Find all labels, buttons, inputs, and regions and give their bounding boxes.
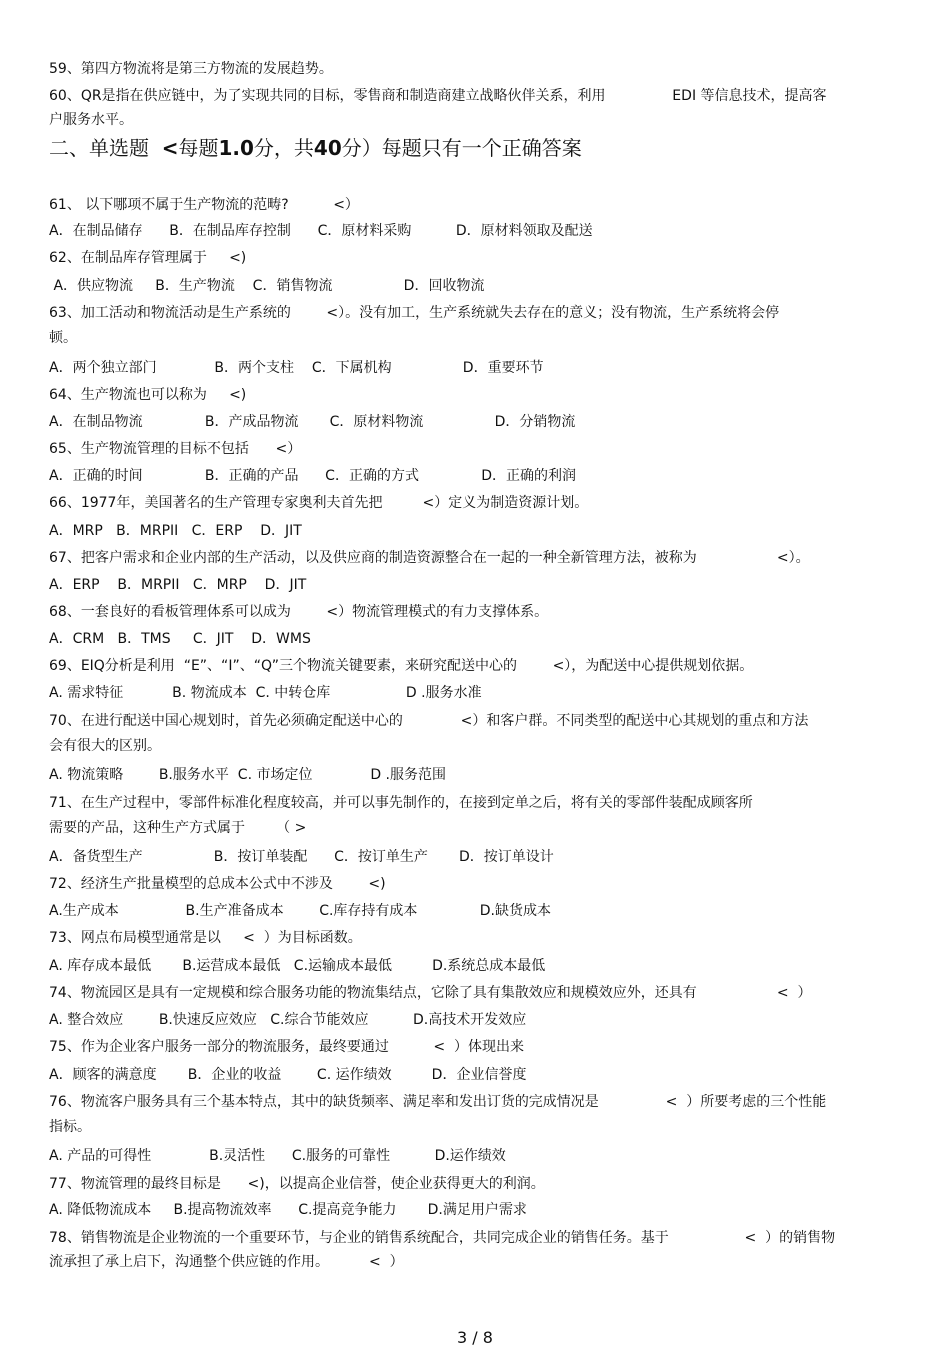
options-line: A．正确的时间 B．正确的产品 C．正确的方式 D．正确的利润	[49, 468, 577, 484]
question-line: 会有很大的区别。	[49, 738, 161, 754]
question-line: 64、生产物流也可以称为 <)	[49, 387, 247, 403]
question-line: 77、物流管理的最终目标是 <)，以提高企业信誉，使企业获得更大的利润。	[49, 1176, 545, 1192]
options-line: A．MRP B．MRPII C．ERP D．JIT	[49, 523, 302, 539]
question-line: 76、物流客户服务具有三个基本特点，其中的缺货频率、满足率和发出订货的完成情况是 < ）所要考虑的三个性能	[49, 1094, 827, 1110]
question-line: 65、生产物流管理的目标不包括 <）	[49, 441, 302, 457]
options-line: A. 降低物流成本 B.提高物流效率 C.提高竞争能力 D.满足用户需求	[49, 1202, 527, 1218]
question-line: 68、一套良好的看板管理体系可以成为 <）物流管理模式的有力支撑体系。	[49, 604, 549, 620]
question-line: 70、在进行配送中国心规划时，首先必须确定配送中心的 <）和客户群。不同类型的配送中心其规划的重点和方法	[49, 713, 809, 729]
question-line: 72、经济生产批量模型的总成本公式中不涉及 <)	[49, 876, 386, 892]
question-line: 71、在生产过程中，零部件标准化程度较高，并可以事先制作的，在接到定单之后，将有关的零部件装配成顾客所	[49, 795, 753, 811]
question-line: 顿。	[49, 330, 77, 346]
text-line: 户服务水平。	[49, 112, 133, 128]
question-line: 69、EIQ分析是利用 “E”、“I”、“Q”三个物流关键要素，来研究配送中心的 <），为配送中心提供规划依据。	[49, 658, 754, 674]
options-line: A．ERP B．MRPII C．MRP D．JIT	[49, 577, 307, 593]
question-line: 74、物流园区是具有一定规模和综合服务功能的物流集结点，它除了具有集散效应和规模效应外，还具有 < ）	[49, 985, 812, 1001]
options-line: A. 产品的可得性 B.灵活性 C.服务的可靠性 D.运作绩效	[49, 1148, 506, 1164]
question-line: 61、 以下哪项不属于生产物流的范畴? <）	[49, 197, 359, 213]
options-line: A．备货型生产 B．按订单装配 C．按订单生产 D．按订单设计	[49, 849, 554, 865]
question-line: 62、在制品库存管理属于 <)	[49, 250, 247, 266]
question-line: 需要的产品，这种生产方式属于 （ >	[49, 820, 307, 836]
options-line: A．CRM B．TMS C．JIT D．WMS	[49, 631, 311, 647]
options-line: A. 需求特征 B. 物流成本 C. 中转仓库 D .服务水准	[49, 685, 482, 701]
question-line: 75、作为企业客户服务一部分的物流服务，最终要通过 < ）体现出来	[49, 1039, 524, 1055]
text-line: 59、第四方物流将是第三方物流的发展趋势。	[49, 61, 333, 77]
question-line: 67、把客户需求和企业内部的生产活动，以及供应商的制造资源整合在一起的一种全新管理方法，被称为 <）。	[49, 550, 810, 566]
options-line: A. 整合效应 B.快速反应效应 C.综合节能效应 D.高技术开发效应	[49, 1012, 527, 1028]
options-line: A．顾客的满意度 B．企业的收益 C. 运作绩效 D．企业信誉度	[49, 1067, 527, 1083]
question-line: 73、网点布局模型通常是以 < ）为目标函数。	[49, 930, 362, 946]
options-line: A．在制品储存 B．在制品库存控制 C．原材料采购 D．原材料领取及配送	[49, 223, 593, 239]
question-line: 流承担了承上启下，沟通整个供应链的作用。 < ）	[49, 1254, 404, 1270]
options-line: A．在制品物流 B．产成品物流 C．原材料物流 D．分销物流	[49, 414, 576, 430]
question-line: 66、1977年，美国著名的生产管理专家奥利夫首先把 <）定义为制造资源计划。	[49, 495, 589, 511]
options-line: A. 物流策略 B.服务水平 C. 市场定位 D .服务范围	[49, 767, 446, 783]
options-line: A. 库存成本最低 B.运营成本最低 C.运输成本最低 D.系统总成本最低	[49, 958, 546, 974]
page-number: 3 / 8	[457, 1328, 493, 1347]
text-line: 60、QR是指在供应链中，为了实现共同的目标，零售商和制造商建立战略伙伴关系，利用 EDI 等信息技术，提高客	[49, 88, 827, 104]
options-line: A．两个独立部门 B．两个支柱 C．下属机构 D．重要环节	[49, 360, 544, 376]
question-line: 63、加工活动和物流活动是生产系统的 <）。没有加工，生产系统就失去存在的意义；没有物流，生产系统将会停	[49, 305, 780, 321]
question-line: 78、销售物流是企业物流的一个重要环节，与企业的销售系统配合，共同完成企业的销售任务。基于 < ）的销售物	[49, 1230, 836, 1246]
options-line: A.生产成本 B.生产准备成本 C.库存持有成本 D.缺货成本	[49, 903, 551, 919]
question-line: 指标。	[49, 1119, 91, 1135]
options-line: A．供应物流 B．生产物流 C．销售物流 D．回收物流	[49, 278, 485, 294]
section-heading: 二、单选题 <每题1.0分，共40分）每题只有一个正确答案	[49, 136, 582, 160]
